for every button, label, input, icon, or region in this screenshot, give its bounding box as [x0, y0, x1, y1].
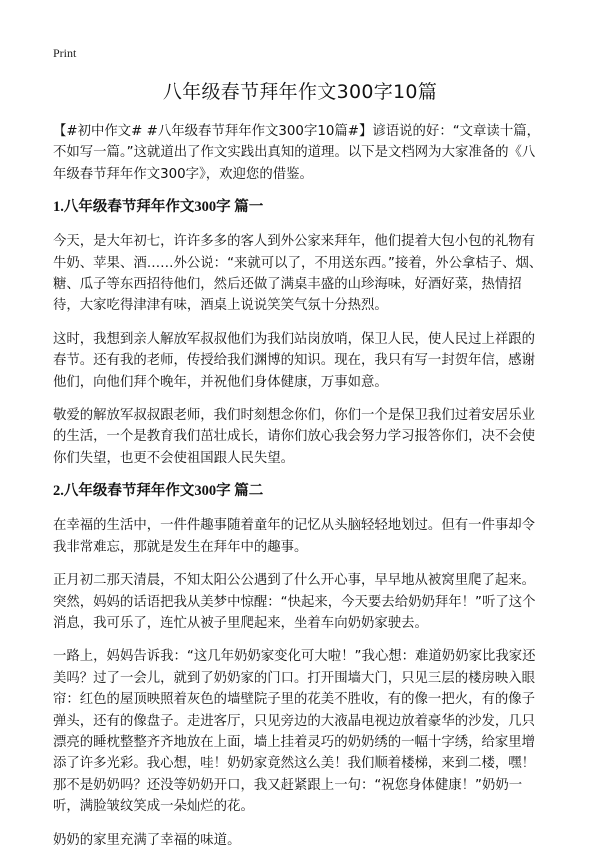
paragraph: 一路上，妈妈告诉我：“这几年奶奶家变化可大啦！”我心想：难道奶奶家比我家还美吗？过了一会儿，就到了奶奶家的门口。打开围墙大门，只见三层的楼房映入眼帘：红色的屋顶映照着灰色的墙壁院子里的花美不胜收，有的像一把火，有的像子弹头，还有的像盘子。走进客厅，只见旁边的大液晶电视边放着豪华的沙发，几只漂亮的睡枕整整齐齐地放在上面，墙上挂着灵巧的奶奶绣的一幅十字绣，给家里增添了许多光彩。我心想，哇！奶奶家竟然这么美！我们顺着楼梯，来到二楼，嘿！那不是奶奶吗？还没等奶奶开口，我又赶紧跟上一句：“祝您身体健康！”奶奶一听，满脸皱纹笑成一朵灿烂的花。 — [53, 649, 536, 815]
section-heading: 2.八年级春节拜年作文300字 篇二 — [53, 483, 264, 500]
paragraph: 正月初二那天清晨，不知太阳公公遇到了什么开心事，早早地从被窝里爬了起来。突然，妈妈的话语把我从美梦中惊醒：“快起来，今天要去给奶奶拜年！”听了这个消息，我可乐了，连忙从被子里爬起来，坐着车向奶奶家驶去。 — [53, 573, 536, 631]
paragraph: 这时，我想到亲人解放军叔叔他们为我们站岗放哨，保卫人民，使人民过上祥跟的春节。还有我的老师，传授给我们渊博的知识。现在，我只有写一封贺年信，感谢他们，向他们拜个晚年，并祝他们身体健康，万事如意。 — [53, 331, 536, 390]
paragraph: 奶奶的家里充满了幸福的味道。 — [53, 832, 241, 848]
print-label: Print — [53, 46, 77, 60]
section-heading: 1.八年级春节拜年作文300字 篇一 — [53, 199, 264, 216]
section-1 — [53, 197, 547, 469]
document-title: 八年级春节拜年作文300字10篇 — [162, 81, 438, 103]
paragraph: 敬爱的解放军叔叔跟老师，我们时刻想念你们，你们一个是保卫我们过着安居乐业的生活，一个是教育我们茁壮成长，请你们放心我会努力学习报答你们，决不会使你们失望，也更不会使祖国跟人民失望。 — [53, 408, 536, 466]
paragraph: 今天，是大年初七，许许多多的客人到外公家来拜年，他们提着大包小包的礼物有牛奶、苹果、酒……外公说：“来就可以了，不用送东西。”接着，外公拿桔子、烟、糖、瓜子等东西招待他们，然后还做了满桌丰盛的山珍海味，好酒好菜，热情招待，大家吃得津津有味，酒桌上说说笑笑气氛十分热烈。 — [53, 234, 543, 314]
paragraph: 在幸福的生活中，一件件趣事随着童年的记忆从头脑轻轻地划过。但有一件事却令我非常难忘，那就是发生在拜年中的趣事。 — [53, 518, 536, 555]
section-2 — [53, 481, 547, 851]
intro-paragraph: 【#初中作文# #八年级春节拜年作文300字10篇#】谚语说的好：“文章读十篇，不如写一篇。”这就道出了作文实践出真知的道理。以下是文档网为大家准备的《八年级春节拜年作文300字》，欢迎您的借鉴。 — [53, 124, 540, 182]
